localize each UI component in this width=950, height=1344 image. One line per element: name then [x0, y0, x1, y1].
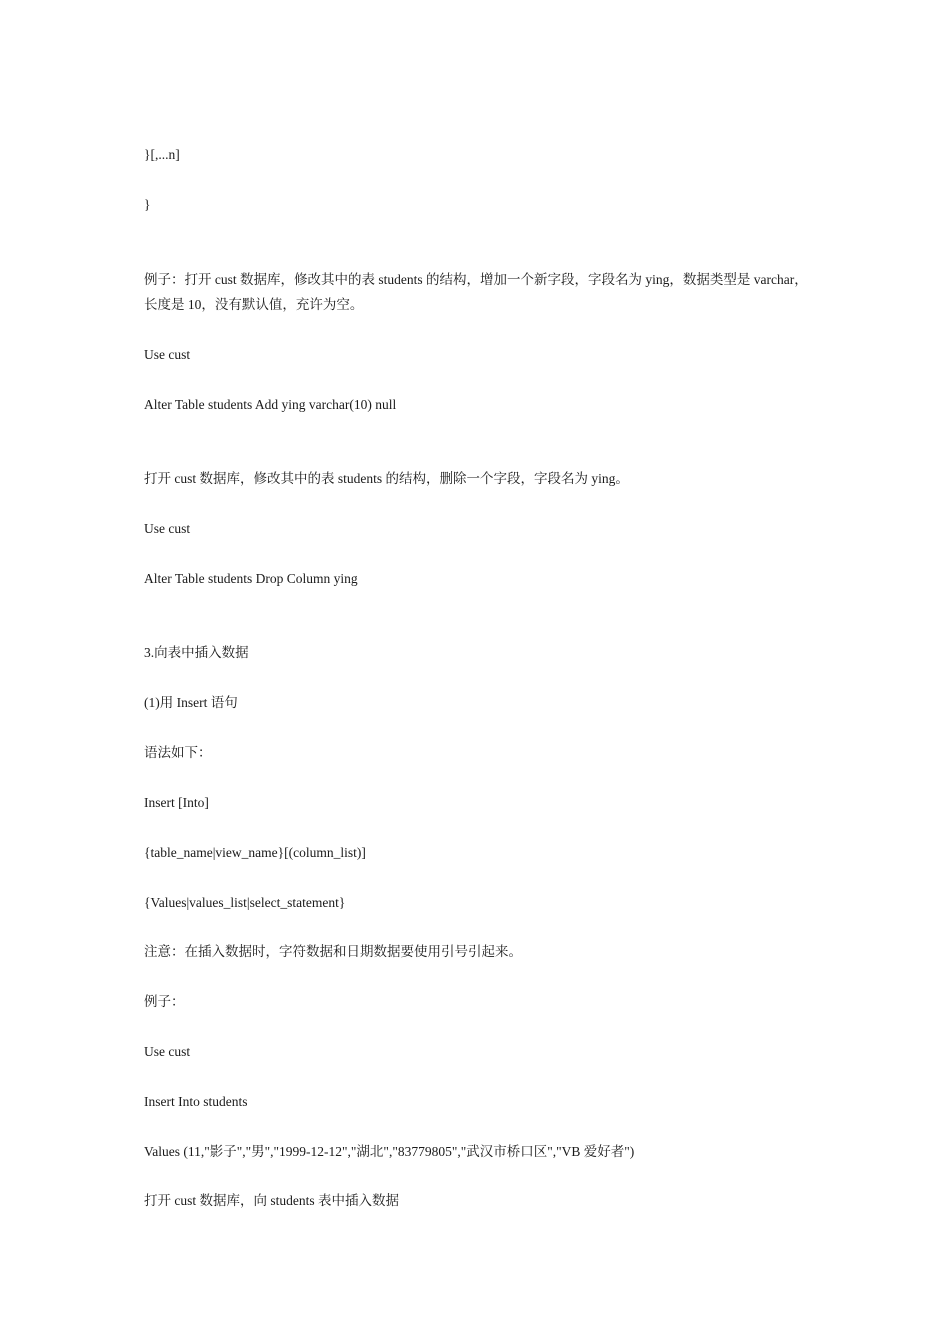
section-heading: 3.向表中插入数据 [144, 645, 249, 660]
code-line-values: Values (11,"影子","男","1999-12-12","湖北","83779805","武汉市桥口区","VB 爱好者") [144, 1144, 635, 1159]
syntax-label: 语法如下： [144, 745, 212, 760]
example-label: 例子： [144, 994, 185, 1009]
code-line-use-cust: Use cust [144, 521, 191, 536]
syntax-line-values: {Values|values_list|select_statement} [144, 895, 346, 910]
syntax-line-close-brace: } [144, 197, 151, 212]
subsection-heading: (1)用 Insert 语句 [144, 695, 238, 710]
code-line-insert-into: Insert Into students [144, 1094, 248, 1109]
syntax-line-table: {table_name|view_name}[(column_list)] [144, 845, 366, 860]
syntax-line-repeat: }[,...n] [144, 147, 180, 162]
syntax-line-insert: Insert [Into] [144, 795, 209, 810]
note-line: 注意：在插入数据时，字符数据和日期数据要使用引号引起来。 [144, 944, 522, 959]
example-description-line-2: 长度是 10，没有默认值，充许为空。 [144, 297, 364, 312]
code-line-use-cust: Use cust [144, 1044, 191, 1059]
drop-description-line: 打开 cust 数据库，修改其中的表 students 的结构，删除一个字段，字段名为 ying。 [144, 471, 629, 486]
insert-description-line: 打开 cust 数据库，向 students 表中插入数据 [144, 1193, 399, 1208]
code-line-alter-add: Alter Table students Add ying varchar(10) null [144, 397, 397, 412]
code-line-alter-drop: Alter Table students Drop Column ying [144, 571, 358, 586]
code-line-use-cust: Use cust [144, 347, 191, 362]
example-description-line-1: 例子：打开 cust 数据库，修改其中的表 students 的结构，增加一个新字段，字段名为 ying，数据类型是 varchar， [144, 272, 808, 287]
